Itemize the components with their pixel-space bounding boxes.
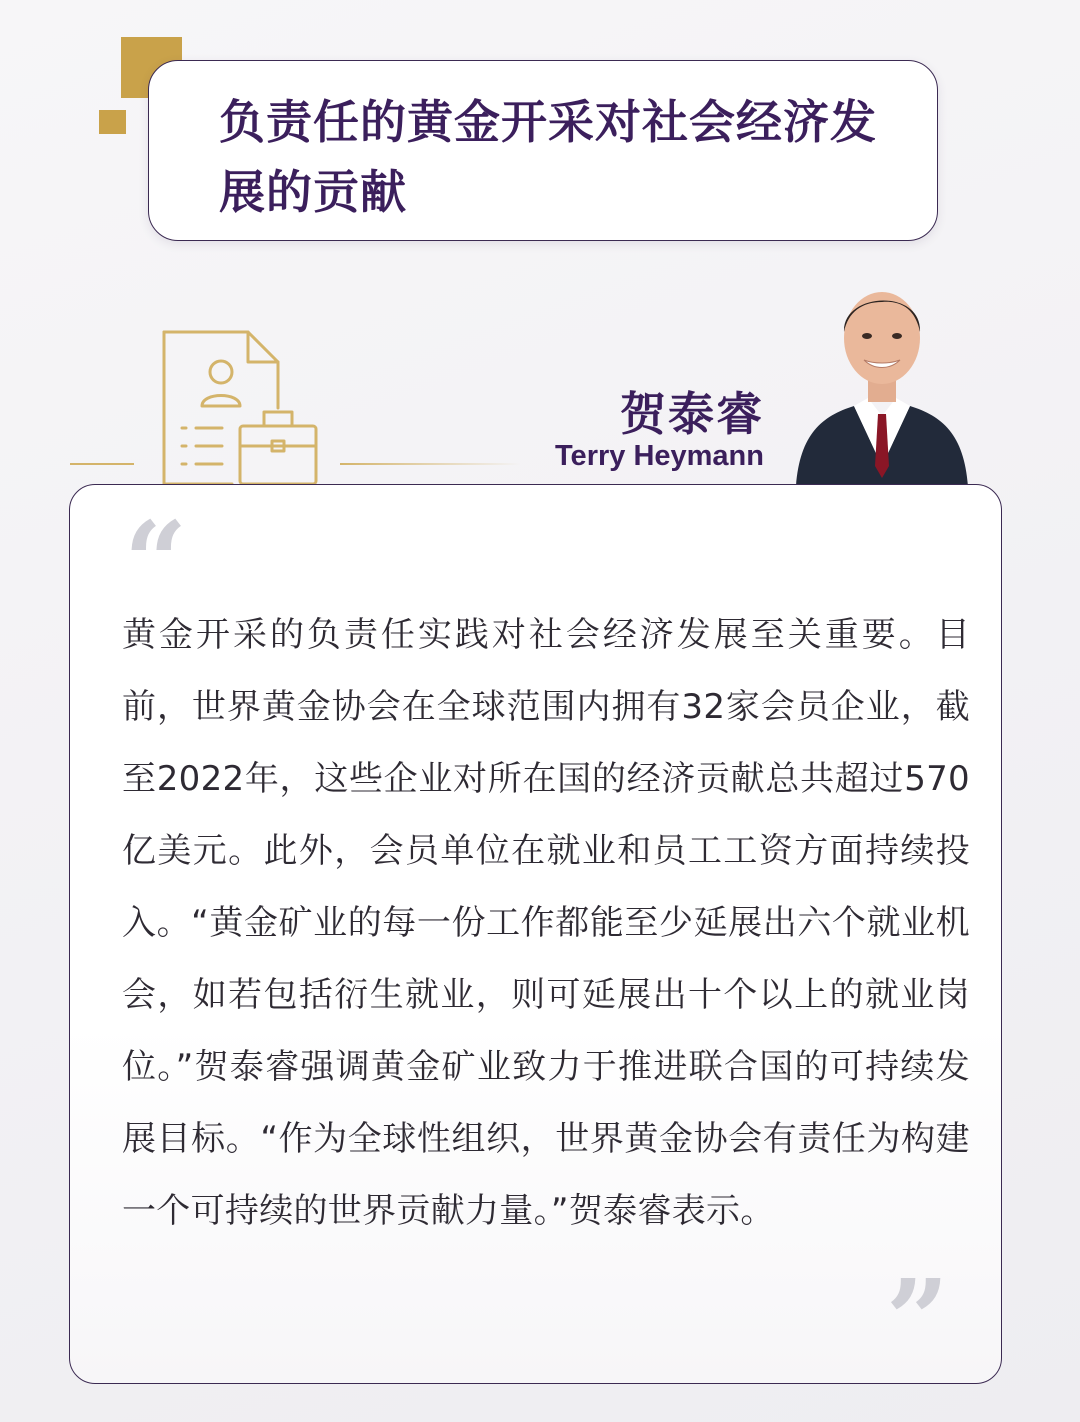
speaker-portrait: [792, 266, 972, 486]
close-quote-mark: ”: [885, 1255, 949, 1384]
quote-card: [69, 484, 1002, 1384]
title-card: [148, 60, 938, 241]
speaker-name-en: Terry Heymann: [555, 440, 764, 472]
open-quote-mark: “: [124, 497, 188, 626]
document-person-icon: [160, 328, 320, 488]
page-title: 负责任的黄金开采对社会经济发展的贡献: [219, 95, 877, 219]
divider-left: [70, 463, 134, 465]
divider-right: [340, 463, 520, 465]
decorative-square-small: [99, 110, 126, 134]
speaker-name-cn: 贺泰睿: [620, 387, 764, 441]
briefcase-icon: [240, 412, 316, 484]
quote-body: 黄金开采的负责任实践对社会经济发展至关重要。目前，世界黄金协会在全球范围内拥有32家会员企业，截至2022年，这些企业对所在国的经济贡献总共超过570亿美元。此外，会员单位在就业和员工工资方面持续投入。“黄金矿业的每一份工作都能至少延展出六个就业机会，如若包括衍生就业，则可延展出十个以上的就业岗位。”贺泰睿强调黄金矿业致力于推进联合国的可持续发展目标。“作为全球性组织，世界黄金协会有责任为构建一个可持续的世界贡献力量。”贺泰睿表示。: [122, 615, 970, 1231]
